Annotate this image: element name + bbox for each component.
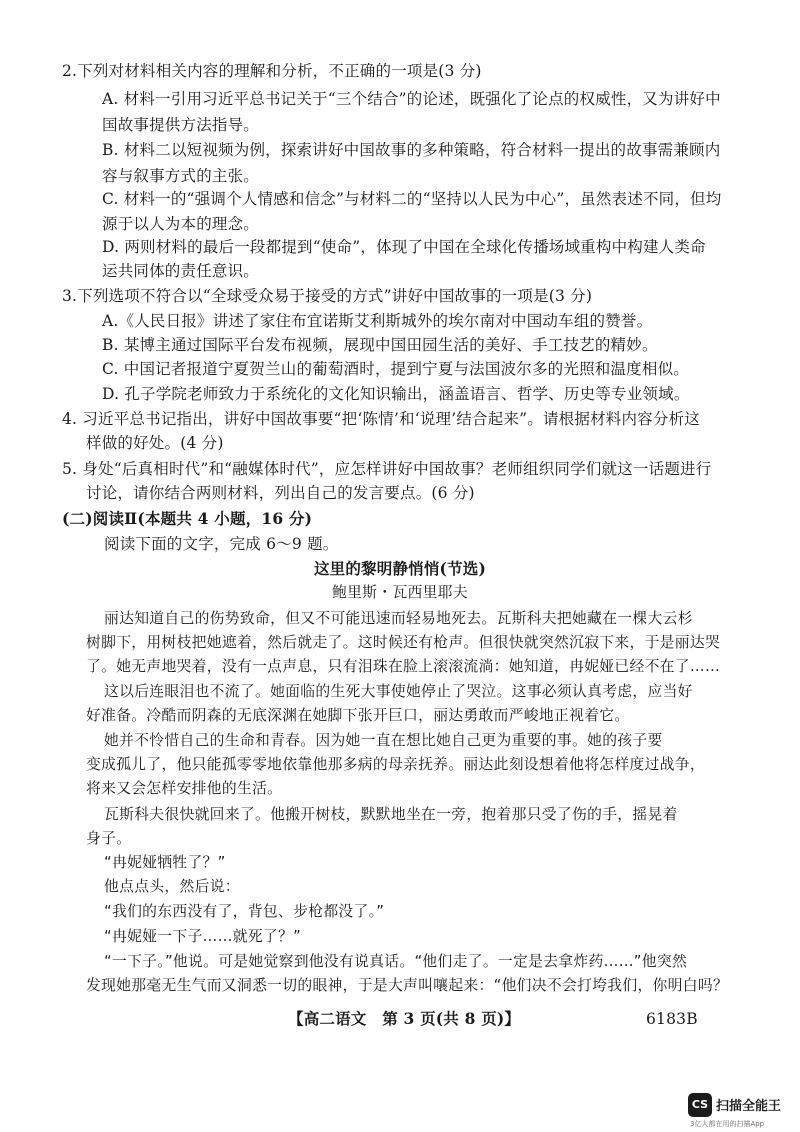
passage-line: 他点点头，然后说： bbox=[104, 878, 240, 895]
passage-line: 将来又会怎样安排他的生活。 bbox=[86, 780, 283, 797]
q5-line2: 讨论，请你结合两则材料，列出自己的发言要点。(6 分) bbox=[86, 484, 475, 502]
passage-line: “冉妮娅一下子……就死了？” bbox=[104, 928, 302, 945]
passage-author: 鲍里斯・瓦西里耶夫 bbox=[332, 584, 468, 601]
passage-line: “一下子。”他说。可是她觉察到他没有说真话。“他们走了。一定是去拿炸药……”他突然 bbox=[104, 953, 688, 970]
page-footer-code: 6183B bbox=[646, 1010, 698, 1028]
passage-line: 了。她无声地哭着，没有一点声息，只有泪珠在脸上滚滚流淌：她知道，冉妮娅已经不在了…… bbox=[86, 658, 721, 675]
watermark-name: 扫描全能王 bbox=[716, 1099, 782, 1114]
q4-line2: 样做的好处。(4 分) bbox=[86, 434, 224, 452]
q3-option-b: B. 某博主通过国际平台发布视频，展现中国田园生活的美好、手工技艺的精妙。 bbox=[102, 336, 658, 354]
passage-line: 这以后连眼泪也不流了。她面临的生死大事使她停止了哭泣。这事必须认真考虑，应当好 bbox=[104, 683, 693, 700]
q3-option-a: A.《人民日报》讲述了家住布宜诺斯艾利斯城外的埃尔南对中国动车组的赞誉。 bbox=[102, 312, 653, 330]
passage-title: 这里的黎明静悄悄(节选) bbox=[313, 559, 487, 578]
passage-line: 发现她那毫无生气而又洞悉一切的眼神，于是大声叫嚷起来：“他们决不会打垮我们，你明白吗？ bbox=[86, 977, 729, 994]
q2-option-c-line2: 源于以人为本的理念。 bbox=[102, 215, 260, 233]
passage-line: 她并不怜惜自己的生命和青春。因为她一直在想比她自己更为重要的事。她的孩子要 bbox=[104, 732, 663, 749]
passage-line: 身子。 bbox=[86, 830, 132, 847]
q4-line1: 4. 习近平总书记指出，讲好中国故事要“把‘陈情’和‘说理’结合起来”。请根据材料内容分析这 bbox=[62, 410, 700, 428]
passage-line: 好准备。冷酷而阴森的无底深渊在她脚下张开巨口，丽达勇敢而严峻地正视着它。 bbox=[86, 707, 630, 724]
q2-option-d-line2: 运共同体的责任意识。 bbox=[102, 262, 260, 280]
q2-option-c-line1: C. 材料一的“强调个人情感和信念”与材料二的“坚持以人民为中心”，虽然表述不同，但均 bbox=[102, 190, 722, 208]
passage-line: 瓦斯科夫很快就回来了。他搬开树枝，默默地坐在一旁，抱着那只受了伤的手，摇晃着 bbox=[104, 806, 678, 823]
q2-option-a-line1: A. 材料一引用习近平总书记关于“三个结合”的论述，既强化了论点的权威性，又为讲好中 bbox=[102, 90, 721, 108]
section-instruction: 阅读下面的文字，完成 6～9 题。 bbox=[104, 535, 339, 553]
q3-stem: 3.下列选项不符合以“全球受众易于接受的方式”讲好中国故事的一项是(3 分) bbox=[62, 287, 593, 305]
passage-line: “我们的东西没有了，背包、步枪都没了。” bbox=[104, 903, 385, 920]
q3-option-c: C. 中国记者报道宁夏贺兰山的葡萄酒时，提到宁夏与法国波尔多的光照和温度相似。 bbox=[102, 360, 689, 378]
q2-stem: 2.下列对材料相关内容的理解和分析，不正确的一项是(3 分) bbox=[62, 62, 482, 80]
q5-line1: 5. 身处“后真相时代”和“融媒体时代”，应怎样讲好中国故事？老师组织同学们就这一话题进行 bbox=[62, 460, 712, 478]
q2-option-d-line1: D. 两则材料的最后一段都提到“使命”，体现了中国在全球化传播场域重构中构建人类命 bbox=[102, 238, 706, 256]
camscanner-logo-icon: CS bbox=[688, 1093, 712, 1117]
q3-option-d: D. 孔子学院老师致力于系统化的文化知识输出，涵盖语言、哲学、历史等专业领域。 bbox=[102, 385, 690, 403]
watermark-subtitle: 3亿人都在用的扫描App bbox=[690, 1120, 765, 1128]
q2-option-b-line1: B. 材料二以短视频为例，探索讲好中国故事的多种策略，符合材料一提出的故事需兼顾内 bbox=[102, 141, 721, 159]
passage-line: “冉妮娅牺牲了？” bbox=[104, 854, 226, 871]
q2-option-b-line2: 容与叙事方式的主张。 bbox=[102, 167, 260, 185]
q2-option-a-line2: 国故事提供方法指导。 bbox=[102, 116, 260, 134]
page-footer-title: 【高二语文 第 3 页(共 8 页)】 bbox=[288, 1009, 521, 1028]
section-heading: (二)阅读Ⅱ(本题共 4 小题，16 分) bbox=[62, 509, 313, 528]
scanner-watermark bbox=[688, 1093, 798, 1129]
passage-line: 丽达知道自己的伤势致命，但又不可能迅速而轻易地死去。瓦斯科夫把她藏在一棵大云杉 bbox=[104, 610, 693, 627]
passage-line: 树脚下，用树枝把她遮着，然后就走了。这时候还有枪声。但很快就突然沉寂下来，于是丽达哭 bbox=[86, 634, 721, 651]
passage-line: 变成孤儿了，他只能孤零零地依靠他那多病的母亲抚养。丽达此刻设想着他将怎样度过战争， bbox=[86, 756, 705, 773]
